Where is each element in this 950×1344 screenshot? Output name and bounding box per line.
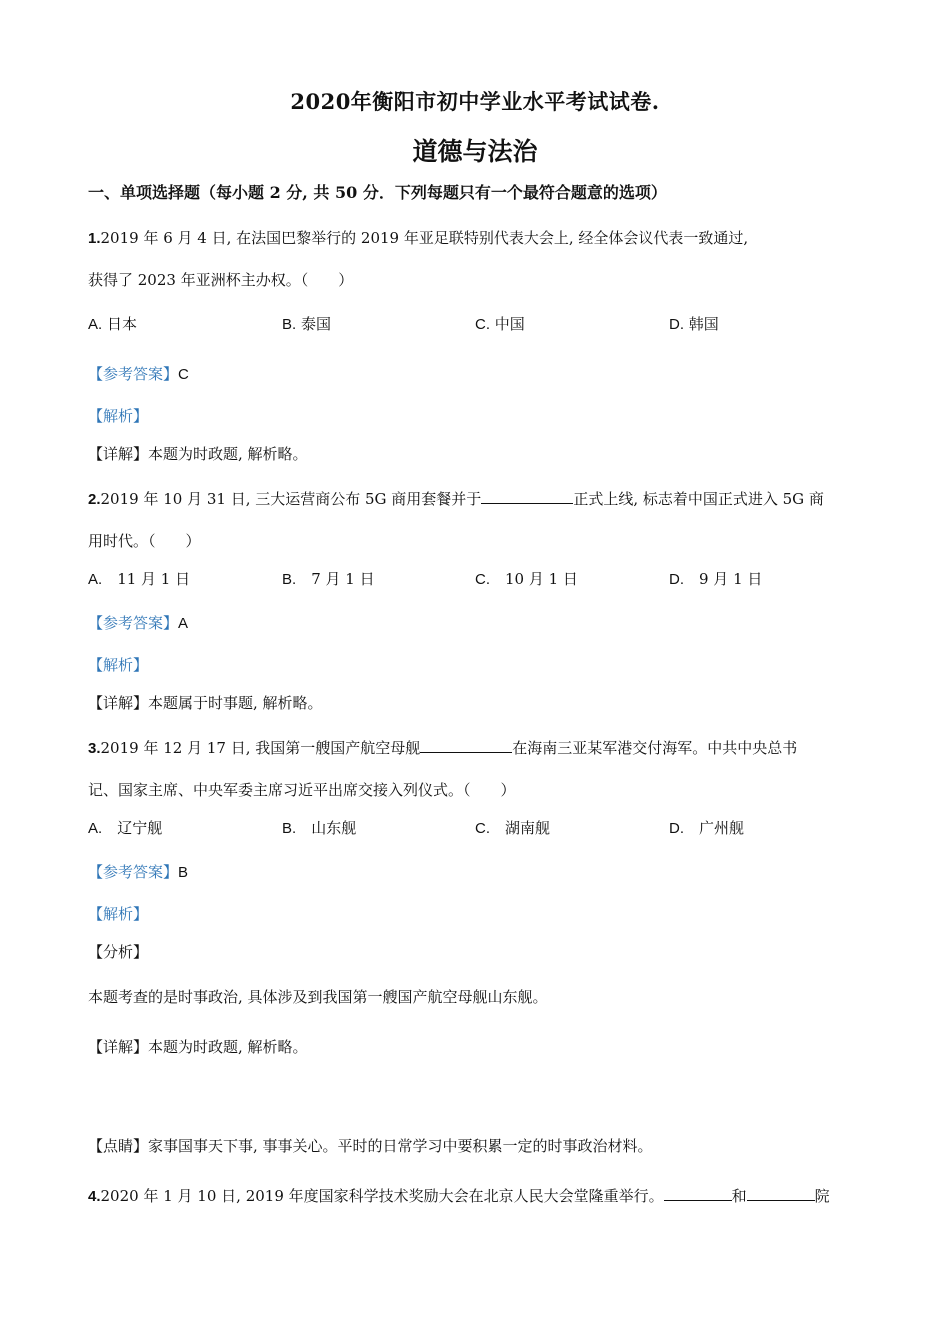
question-3-number: 3.	[88, 740, 101, 757]
question-3-line-1: 3.2019 年 12 月 17 日, 我国第一艘国产航空母舰 在海南三亚某军港交付海军。中共中央总书	[88, 739, 798, 757]
question-2-blank	[481, 489, 573, 504]
question-3-answer: 【参考答案】B	[88, 863, 189, 881]
question-3-fenxi-text: 本题考查的是时事政治, 具体涉及到我国第一艘国产航空母舰山东舰。	[88, 988, 548, 1006]
exam-title: 2020年衡阳市初中学业水平考试试卷.	[290, 89, 660, 114]
question-2-number: 2.	[88, 491, 101, 508]
question-1-option-d: D. 韩国	[669, 315, 719, 333]
question-2-option-c: C. 10 月 1 日	[475, 570, 578, 588]
question-3-option-d: D. 广州舰	[669, 819, 745, 837]
question-3-analysis-label: 【解析】	[88, 905, 149, 923]
question-4-blank-2	[747, 1186, 815, 1201]
question-4-line-1: 4.2020 年 1 月 10 日, 2019 年度国家科学技术奖励大会在北京人民大会堂隆重举行。 和 院	[88, 1187, 830, 1205]
question-3-line-2: 记、国家主席、中央军委主席习近平出席交接入列仪式。（ ）	[88, 781, 516, 799]
question-3-blank	[420, 738, 512, 753]
question-2-detail: 【详解】本题属于时事题, 解析略。	[88, 694, 323, 712]
question-1-detail: 【详解】本题为时政题, 解析略。	[88, 445, 308, 463]
question-3-option-a: A. 辽宁舰	[88, 819, 163, 837]
question-1-line-1: 1.2019 年 6 月 4 日, 在法国巴黎举行的 2019 年亚足联特别代表大会上, 经全体会议代表一致通过,	[88, 229, 749, 247]
question-1-number: 1.	[88, 230, 101, 247]
question-1-line-2: 获得了 2023 年亚洲杯主办权。（ ）	[88, 271, 354, 289]
question-2-analysis-label: 【解析】	[88, 656, 149, 674]
question-4-number: 4.	[88, 1188, 101, 1205]
subject-title: 道德与法治	[412, 137, 538, 166]
question-3-option-c: C. 湖南舰	[475, 819, 551, 837]
question-3-detail: 【详解】本题为时政题, 解析略。	[88, 1038, 308, 1056]
question-3-option-b: B. 山东舰	[282, 819, 357, 837]
question-3-dianjing: 【点睛】家事国事天下事, 事事关心。平时的日常学习中要积累一定的时事政治材料。	[88, 1137, 653, 1155]
question-2-line-2: 用时代。（ ）	[88, 532, 201, 550]
question-2-answer: 【参考答案】A	[88, 614, 189, 632]
question-1-option-a: A. 日本	[88, 315, 137, 333]
question-1-option-b: B. 泰国	[282, 315, 331, 333]
question-2-line-1: 2.2019 年 10 月 31 日, 三大运营商公布 5G 商用套餐并于 正式上线, 标志着中国正式进入 5G 商	[88, 490, 824, 508]
question-2-option-a: A. 11 月 1 日	[88, 570, 191, 588]
question-4-blank-1	[664, 1186, 732, 1201]
question-1-analysis-label: 【解析】	[88, 407, 149, 425]
question-3-fenxi-label: 【分析】	[88, 943, 149, 961]
section-heading: 一、单项选择题（每小题 2 分, 共 50 分．下列每题只有一个最符合题意的选项）	[88, 183, 667, 202]
question-2-option-b: B. 7 月 1 日	[282, 570, 375, 588]
question-1-option-c: C. 中国	[475, 315, 525, 333]
question-2-option-d: D. 9 月 1 日	[669, 570, 763, 588]
question-1-answer: 【参考答案】C	[88, 365, 189, 383]
